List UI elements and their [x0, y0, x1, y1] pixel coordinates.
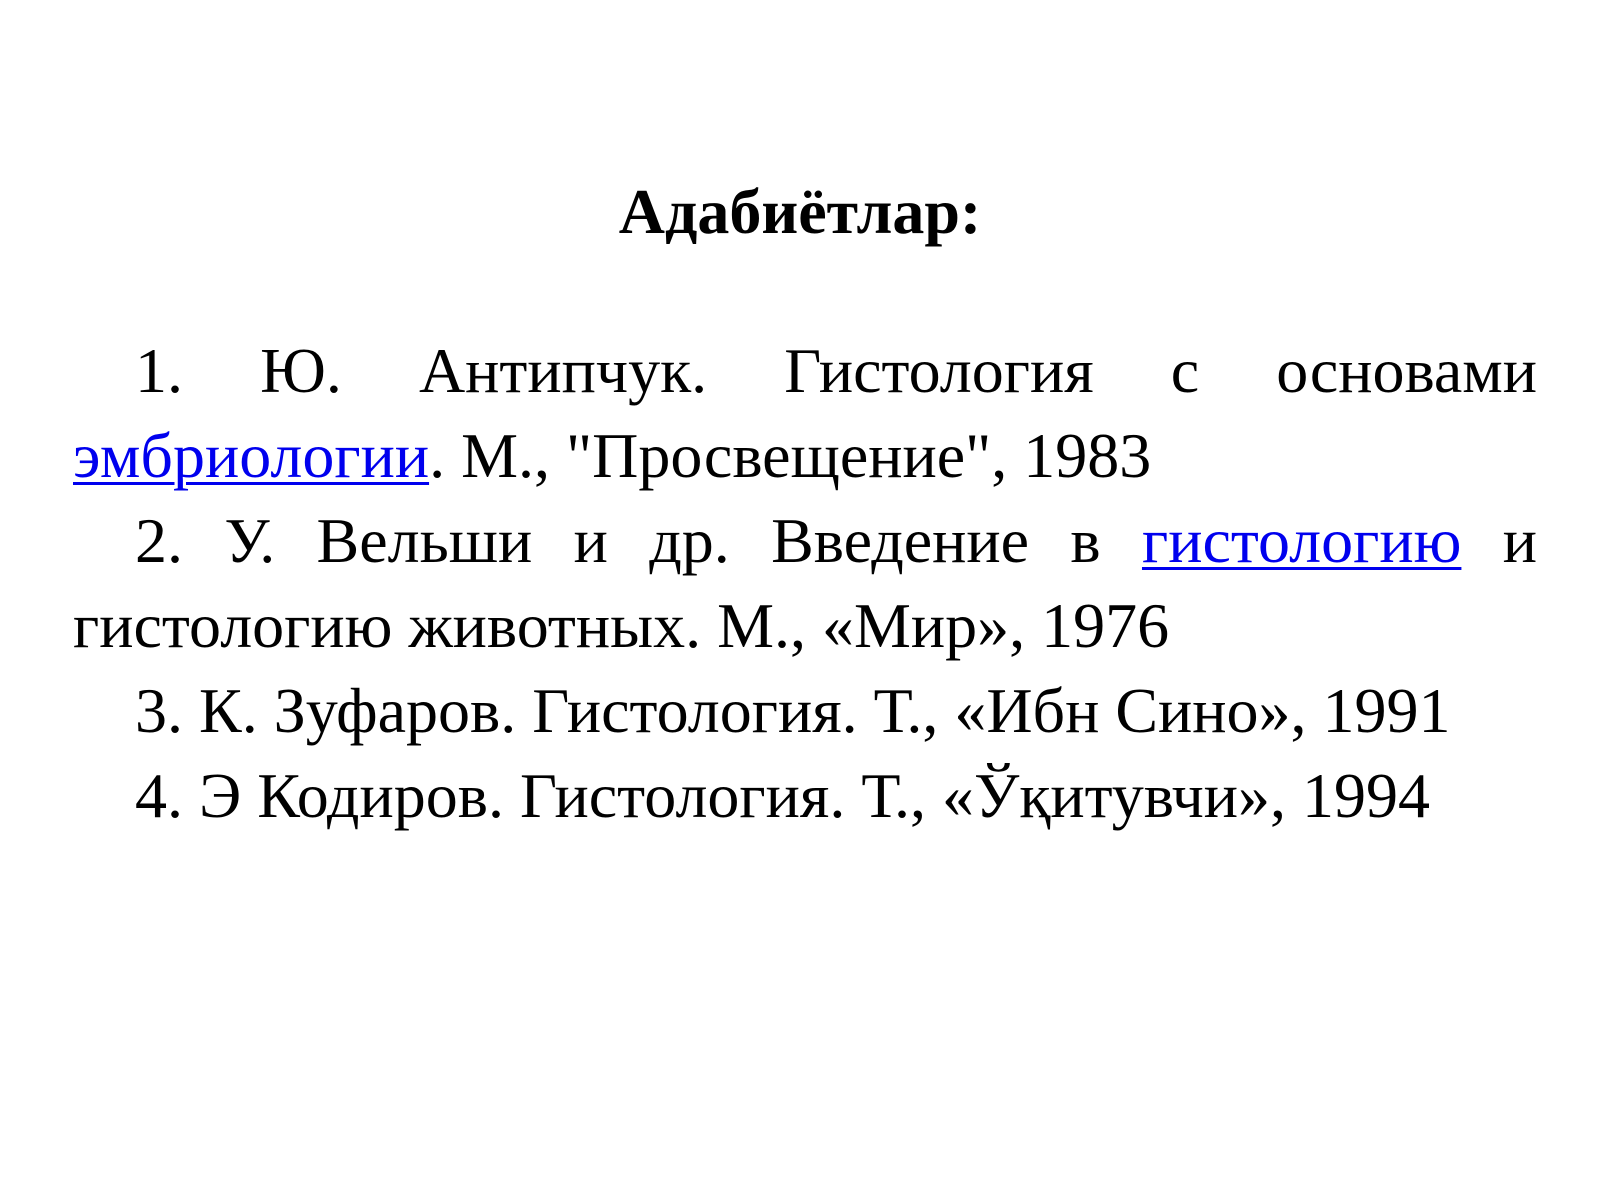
reference-1-tail: . М., "Просвещение", 1983 — [429, 420, 1152, 491]
page-title: Адабиётлар: — [618, 176, 982, 247]
embryology-link[interactable]: эмбриологии — [73, 420, 430, 491]
reference-2-tail: и гистологию животных. М., «Мир», 1976 — [73, 505, 1538, 661]
histology-link[interactable]: гистологию — [1141, 505, 1462, 576]
reference-item-1 — [73, 328, 1537, 498]
reference-2-text: 2. У. Вельши и др. Введение в — [135, 505, 1142, 576]
reference-item-3 — [73, 668, 1537, 753]
reference-1-text: 1. Ю. Антипчук. Гистология с основами — [135, 335, 1537, 406]
reference-item-4 — [73, 753, 1537, 838]
reference-4-text: 4. Э Кодиров. Гистология. Т., «Ўқитувчи», 1994 — [135, 760, 1430, 831]
reference-list — [73, 328, 1537, 838]
reference-item-2 — [73, 498, 1537, 668]
reference-3-text: 3. К. Зуфаров. Гистология. Т., «Ибн Сино», 1991 — [135, 675, 1451, 746]
